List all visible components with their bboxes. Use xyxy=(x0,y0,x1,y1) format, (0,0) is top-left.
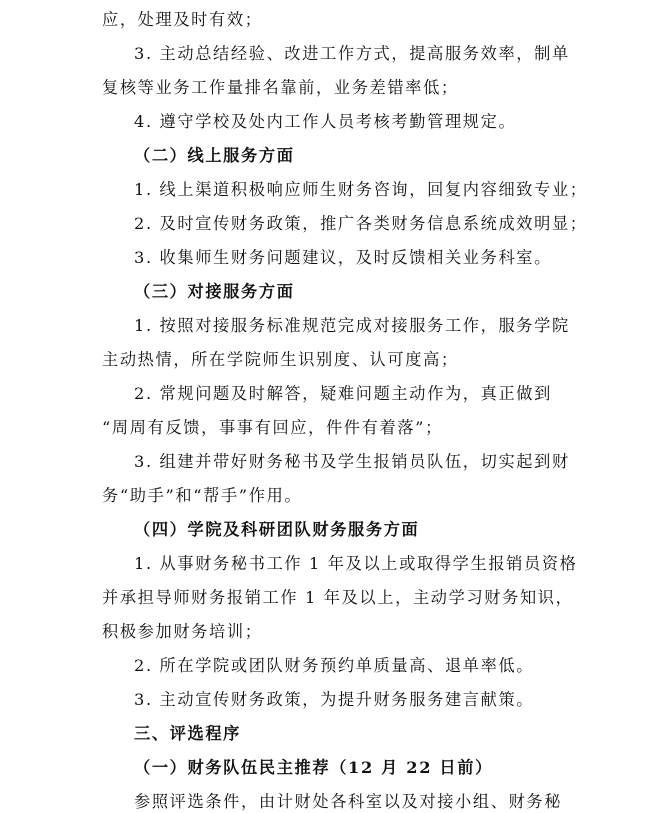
section-heading-selection-procedure: 三、评选程序 xyxy=(134,724,242,743)
list-item-line: 1. 线上渠道积极响应师生财务咨询，回复内容细致专业； xyxy=(134,180,588,199)
list-item-line: 1. 从事财务秘书工作 1 年及以上或取得学生报销员资格 xyxy=(134,554,578,573)
list-item-line: 3. 组建并带好财务秘书及学生报销员队伍，切实起到财 xyxy=(134,452,570,471)
paragraph-line: 积极参加财务培训； xyxy=(102,622,263,641)
subsection-heading-democratic-recommendation: （一）财务队伍民主推荐（12 月 22 日前） xyxy=(134,758,493,777)
paragraph-line: 应，处理及时有效； xyxy=(102,10,263,29)
list-item-line: 3. 主动宣传财务政策，为提升财务服务建言献策。 xyxy=(134,690,535,709)
list-item-line: 4. 遵守学校及处内工作人员考核考勤管理规定。 xyxy=(134,112,517,131)
section-heading-liaison-service: （三）对接服务方面 xyxy=(134,282,295,301)
list-item-line: 2. 所在学院或团队财务预约单质量高、退单率低。 xyxy=(134,656,535,675)
list-item-line: 2. 常规问题及时解答，疑难问题主动作为，真正做到 xyxy=(134,384,552,403)
list-item-line: 3. 收集师生财务问题建议，及时反馈相关业务科室。 xyxy=(134,248,552,267)
paragraph-line: 参照评选条件，由计财处各科室以及对接小组、财务秘 xyxy=(134,792,563,811)
paragraph-line: 复核等业务工作量排名靠前，业务差错率低； xyxy=(102,78,459,97)
paragraph-line: 务“助手”和“帮手”作用。 xyxy=(102,486,303,505)
list-item-line: 2. 及时宣传财务政策，推广各类财务信息系统成效明显； xyxy=(134,214,588,233)
paragraph-line: “周周有反馈，事事有回应，件件有着落”； xyxy=(102,418,443,437)
list-item-line: 1. 按照对接服务标准规范完成对接服务工作，服务学院 xyxy=(134,316,570,335)
paragraph-line: 主动热情，所在学院师生识别度、认可度高； xyxy=(102,350,459,369)
paragraph-line: 并承担导师财务报销工作 1 年及以上，主动学习财务知识， xyxy=(102,588,574,607)
list-item-line: 3. 主动总结经验、改进工作方式，提高服务效率，制单 xyxy=(134,44,570,63)
section-heading-online-service: （二）线上服务方面 xyxy=(134,146,295,165)
section-heading-college-team-service: （四）学院及科研团队财务服务方面 xyxy=(134,520,420,539)
